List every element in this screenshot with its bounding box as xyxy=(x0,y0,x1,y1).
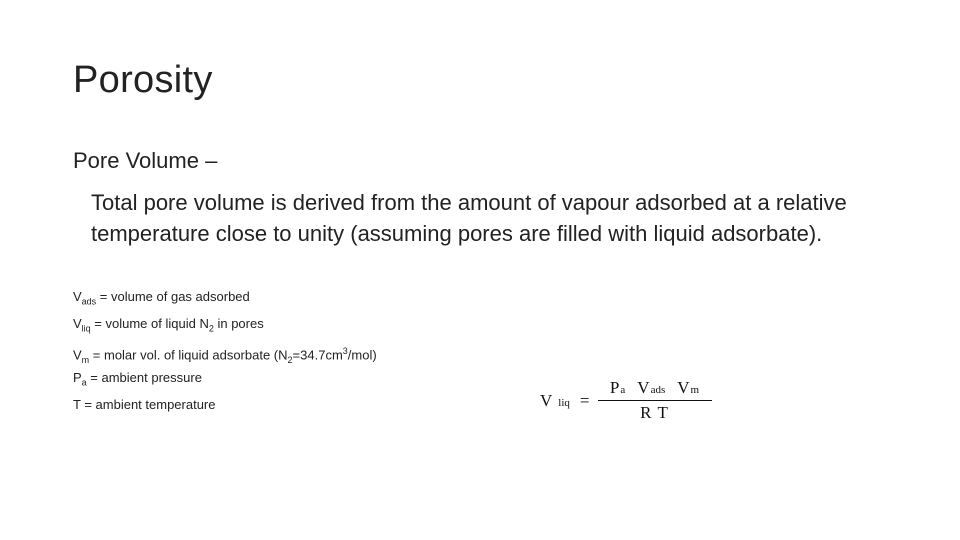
definition-pa: $P_a$ = ambient pressure xyxy=(73,370,202,388)
definitions-list xyxy=(73,288,377,423)
definition-vm: $V_m$ = molar vol. of liquid adsorbate $(N_2=34.7cm^3/mol)$ xyxy=(73,346,377,365)
section-heading: Pore Volume – xyxy=(73,148,218,173)
definition-vads: $V_{ads}$ = volume of gas adsorbed xyxy=(73,289,250,307)
pore-volume-formula xyxy=(540,378,712,423)
description-paragraph: Total pore volume is derived from the amount of vapour adsorbed at a relative temperature close to unity (assuming pores are filled with liquid adsorbate). xyxy=(91,190,847,246)
formula-fraction xyxy=(598,378,712,423)
definition-t: T = ambient temperature xyxy=(73,397,216,412)
formula-lhs: V liq xyxy=(540,390,570,410)
definition-vliq: $V_{liq}$ = volume of liquid $N_2$ in pores xyxy=(73,316,264,334)
slide-title: Porosity xyxy=(73,59,213,101)
formula-numerator: Pa Vads Vm xyxy=(609,378,700,397)
formula-denominator: R T xyxy=(640,403,669,422)
formula-equals: = xyxy=(579,390,590,410)
